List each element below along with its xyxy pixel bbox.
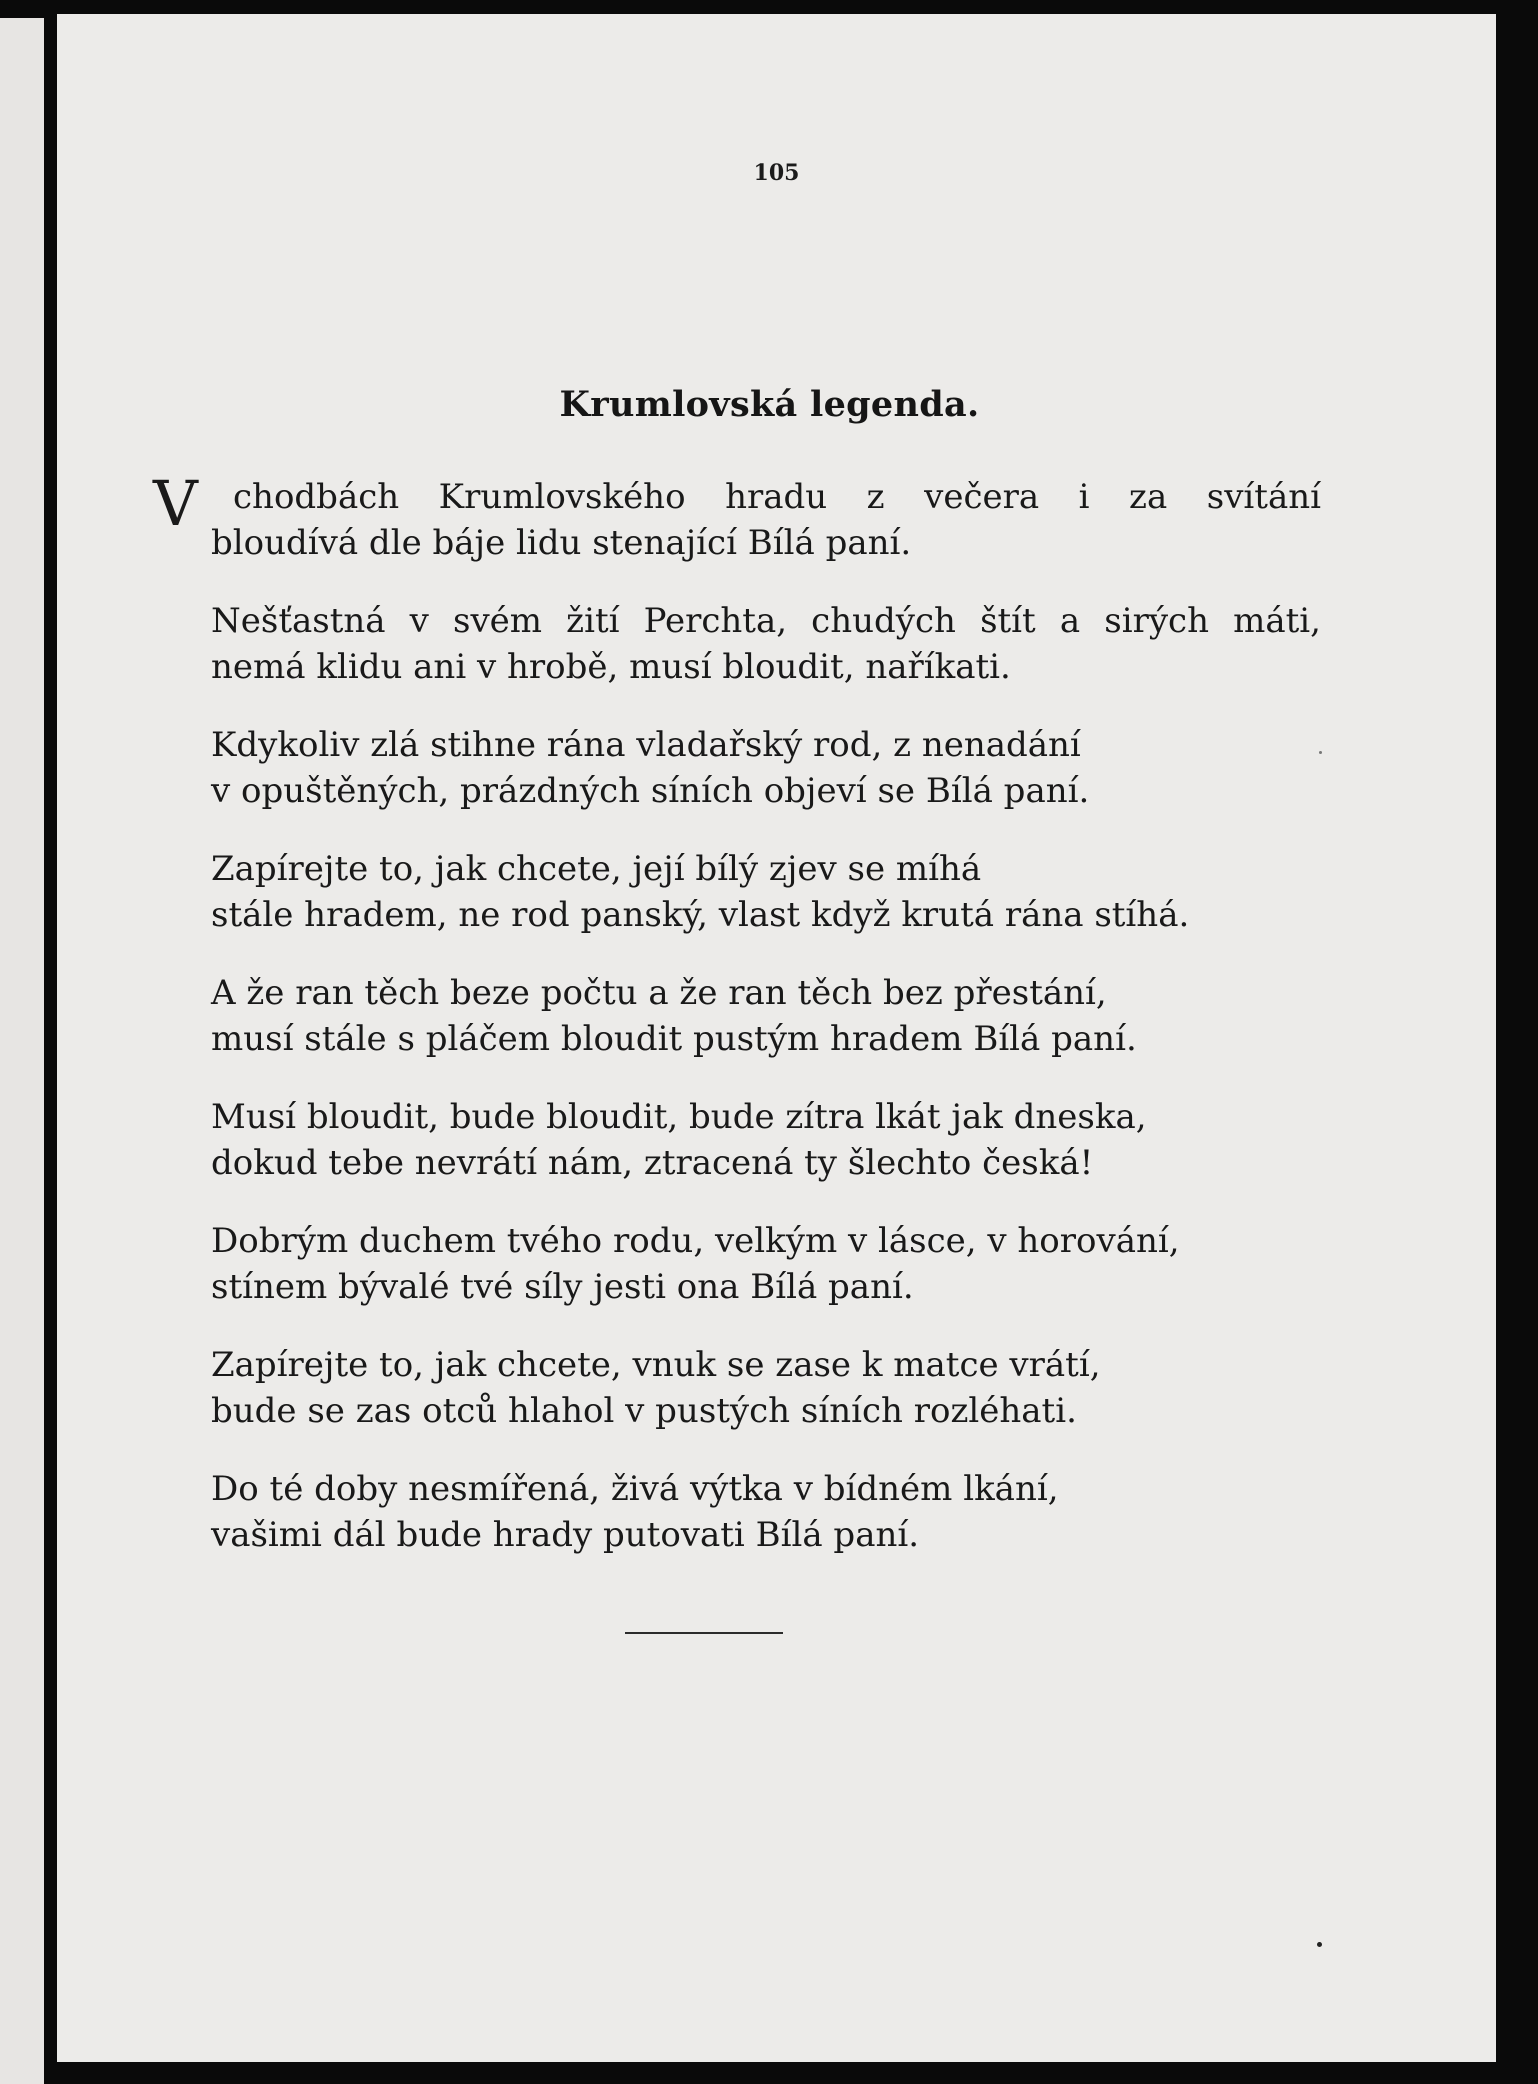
stanza-3 <box>211 722 1321 846</box>
page-number: 105 <box>753 160 800 186</box>
book-page <box>57 14 1496 2062</box>
poem-line: Do té doby nesmířená, živá výtka v bídném lkání, <box>211 1469 1059 1509</box>
poem-title: Krumlovská legenda. <box>559 384 980 425</box>
poem-line: Kdykoliv zlá stihne rána vladařský rod, z nenadání <box>211 725 1081 765</box>
scan-speck <box>1317 1942 1322 1947</box>
poem-line: Nešťastná v svém žití Perchta, chudých štít a sirých máti, <box>211 601 1321 641</box>
poem-line: nemá klidu ani v hrobě, musí bloudit, naříkati. <box>211 647 1011 687</box>
poem-line: stále hradem, ne rod panský, vlast když krutá rána stíhá. <box>211 895 1190 935</box>
stanza-6 <box>211 1094 1321 1218</box>
poem-line: musí stále s pláčem bloudit pustým hradem Bílá paní. <box>211 1019 1137 1059</box>
end-rule <box>625 1632 783 1634</box>
poem-line: v opuštěných, prázdných síních objeví se Bílá paní. <box>211 771 1090 811</box>
poem-line: dokud tebe nevrátí nám, ztracená ty šlechto česká! <box>211 1143 1094 1183</box>
stanza-1 <box>211 474 1321 598</box>
stanza-4 <box>211 846 1321 970</box>
previous-page-edge <box>0 18 44 2084</box>
stanza-8 <box>211 1342 1321 1466</box>
poem-line: chodbách Krumlovského hradu z večera i za svítání <box>233 477 1321 517</box>
poem-line: Musí bloudit, bude bloudit, bude zítra lkát jak dneska, <box>211 1097 1147 1137</box>
scan-speck <box>1319 751 1322 754</box>
poem-line: Zapírejte to, jak chcete, vnuk se zase k matce vrátí, <box>211 1345 1101 1385</box>
poem-line: A že ran těch beze počtu a že ran těch bez přestání, <box>211 973 1107 1013</box>
poem-line: vašimi dál bude hrady putovati Bílá paní. <box>211 1515 920 1555</box>
poem-body <box>211 474 1321 1590</box>
poem-line: bloudívá dle báje lidu stenající Bílá paní. <box>211 523 912 563</box>
poem-line: stínem bývalé tvé síly jesti ona Bílá paní. <box>211 1267 914 1307</box>
stanza-7 <box>211 1218 1321 1342</box>
stanza-9 <box>211 1466 1321 1590</box>
poem-line: Zapírejte to, jak chcete, její bílý zjev se míhá <box>211 849 982 889</box>
poem-line: Dobrým duchem tvého rodu, velkým v lásce, v horování, <box>211 1221 1180 1261</box>
drop-cap-initial: V <box>153 467 198 540</box>
stanza-2 <box>211 598 1321 722</box>
poem-line: bude se zas otců hlahol v pustých síních rozléhati. <box>211 1391 1077 1431</box>
stanza-5 <box>211 970 1321 1094</box>
